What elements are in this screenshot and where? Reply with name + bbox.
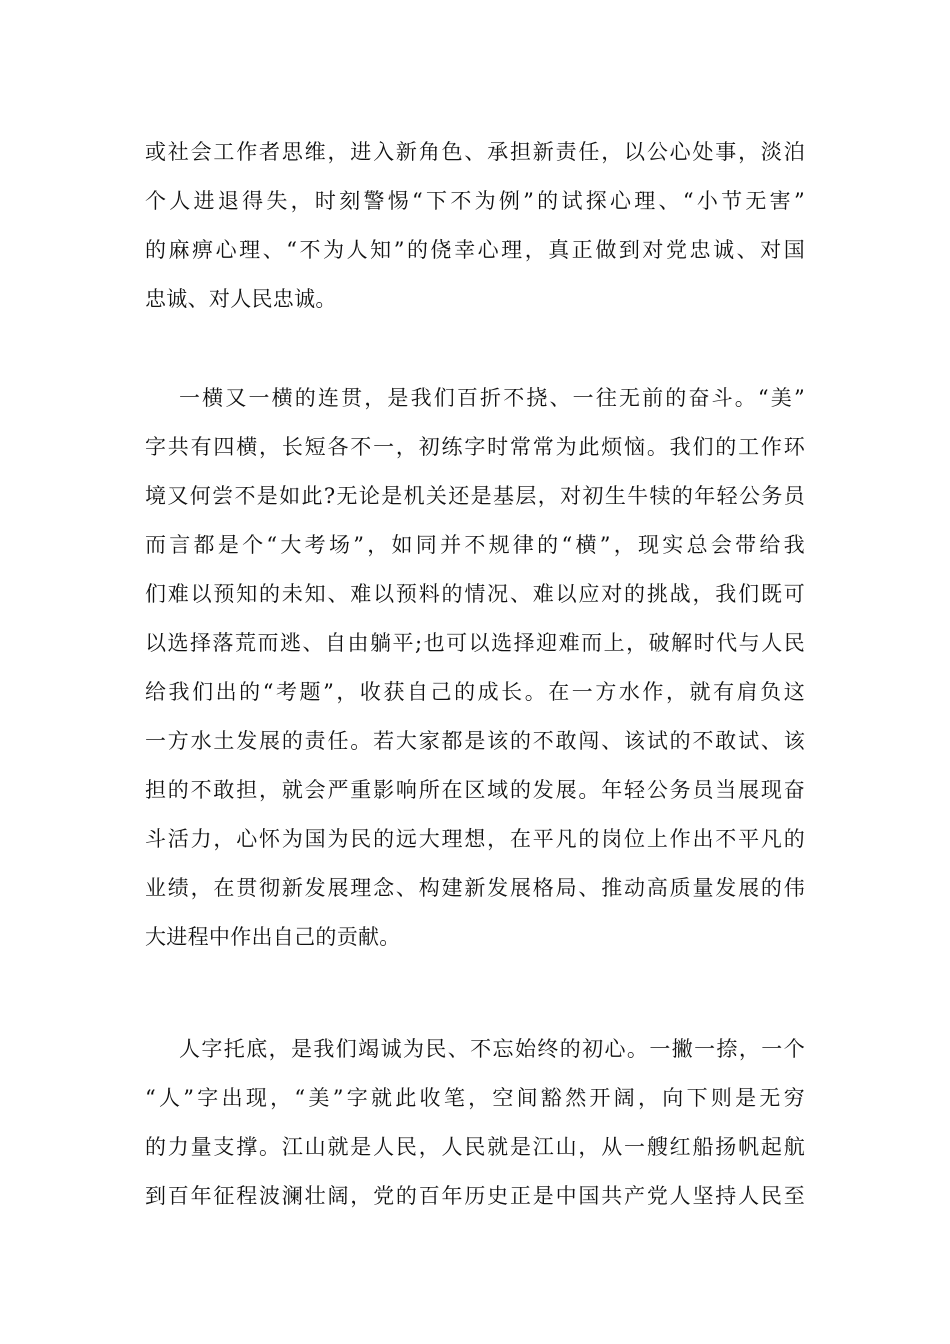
paragraph-line: 人字托底，是我们竭诚为民、不忘始终的初心。一撇一捺，一个 [179, 1037, 805, 1061]
paragraph-line: 给我们出的“考题”，收获自己的成长。在一方水作，就有肩负这 [145, 680, 805, 704]
paragraph-line: 的麻痹心理、“不为人知”的侥幸心理，真正做到对党忠诚、对国 [145, 238, 805, 262]
paragraph-line: “人”字出现，“美”字就此收笔，空间豁然开阔，向下则是无穷 [145, 1086, 805, 1110]
paragraph-line: 担的不敢担，就会严重影响所在区域的发展。年轻公务员当展现奋 [145, 778, 805, 802]
paragraph-line: 字共有四横，长短各不一，初练字时常常为此烦恼。我们的工作环 [145, 435, 805, 459]
paragraph-line: 业绩，在贯彻新发展理念、构建新发展格局、推动高质量发展的伟 [145, 876, 805, 900]
paragraph-line: 忠诚、对人民忠诚。 [145, 287, 337, 311]
paragraph-line: 或社会工作者思维，进入新角色、承担新责任，以公心处事，淡泊 [145, 140, 805, 164]
paragraph-line: 到百年征程波澜壮阔，党的百年历史正是中国共产党人坚持人民至 [145, 1184, 805, 1208]
paragraph-line: 斗活力，心怀为国为民的远大理想，在平凡的岗位上作出不平凡的 [145, 827, 805, 851]
paragraph-line: 一横又一横的连贯，是我们百折不挠、一往无前的奋斗。“美” [179, 386, 805, 410]
paragraph-line: 的力量支撑。江山就是人民，人民就是江山，从一艘红船扬帆起航 [145, 1135, 805, 1159]
paragraph-line: 个人进退得失，时刻警惕“下不为例”的试探心理、“小节无害” [145, 189, 805, 213]
paragraph-line: 一方水土发展的责任。若大家都是该的不敢闯、该试的不敢试、该 [145, 729, 805, 753]
paragraph-line: 大进程中作出自己的贡献。 [145, 925, 401, 949]
paragraph-line: 以选择落荒而逃、自由躺平;也可以选择迎难而上，破解时代与人民 [145, 631, 805, 655]
paragraph-line: 们难以预知的未知、难以预料的情况、难以应对的挑战，我们既可 [145, 582, 805, 606]
paragraph-line: 而言都是个“大考场”，如同并不规律的“横”，现实总会带给我 [145, 533, 805, 557]
paragraph-line: 境又何尝不是如此?无论是机关还是基层，对初生牛犊的年轻公务员 [145, 484, 805, 508]
